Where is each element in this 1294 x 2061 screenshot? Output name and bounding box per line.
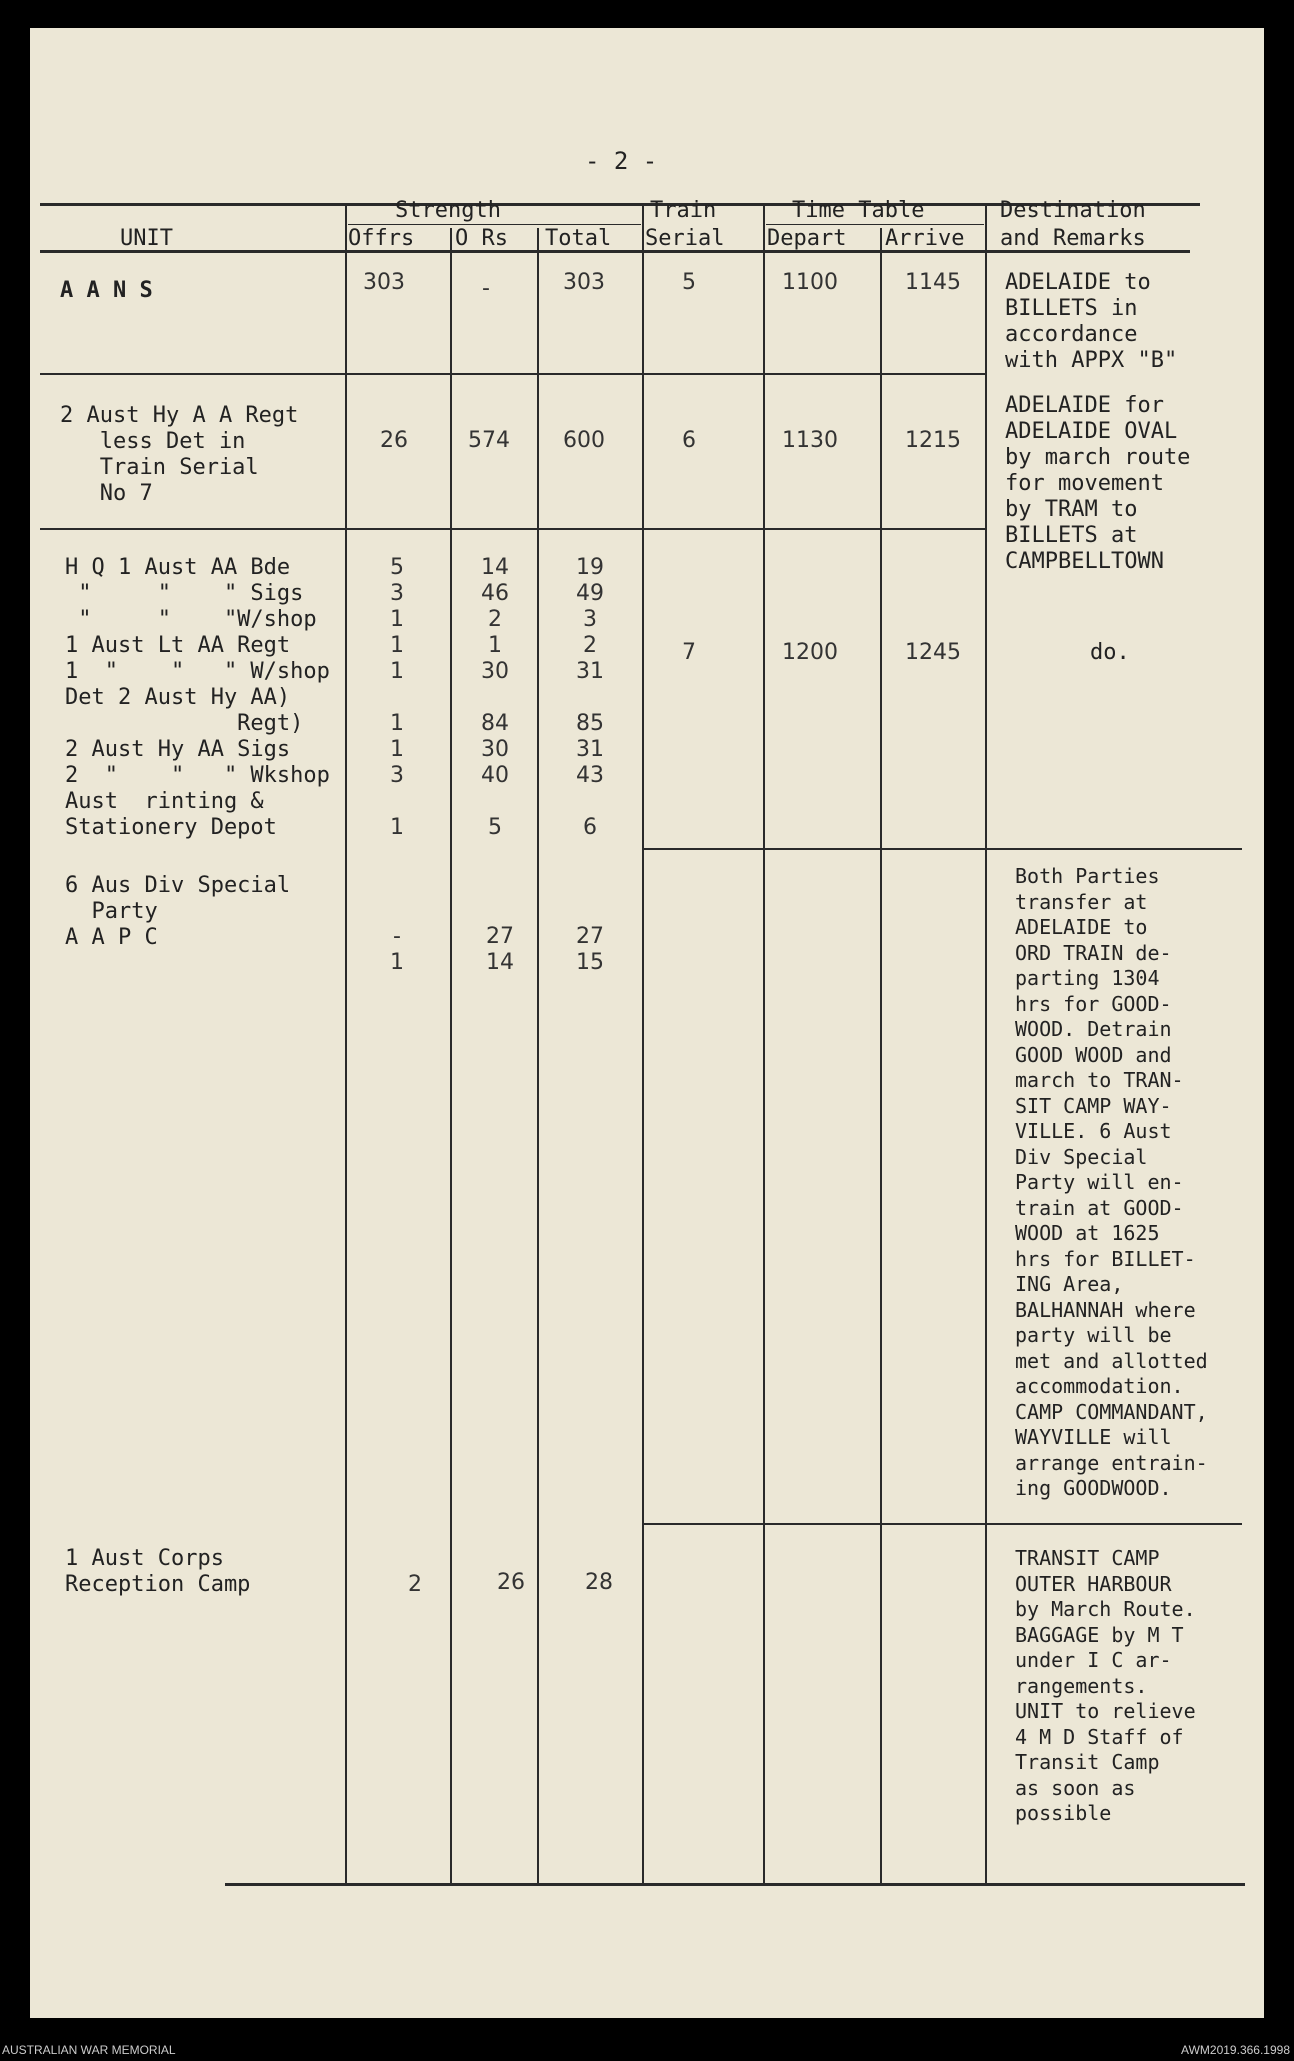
header-depart: Depart: [767, 226, 847, 251]
row2-ors: 574: [468, 428, 510, 453]
row4-unit: 6 Aus Div Special Party A A P C: [65, 873, 291, 950]
row1-serial: 5: [682, 270, 696, 295]
document-page: [30, 28, 1264, 2018]
header-ors: O Rs: [455, 226, 508, 251]
footer-right: AWM2019.366.1998: [1181, 2043, 1290, 2057]
row1-total: 303: [563, 270, 605, 295]
col-rule-ors: [537, 228, 539, 1883]
row1-offrs: 303: [363, 270, 405, 295]
header-destination: Destination: [1000, 198, 1146, 223]
header-strength: Strength: [395, 198, 501, 223]
row1-remarks: ADELAIDE to BILLETS in accordance with APPX "B": [1005, 270, 1178, 373]
row2-arrive: 1215: [905, 428, 961, 453]
row3-unit: H Q 1 Aust AA Bde " " " Sigs " " "W/shop 1 Aust Lt AA Regt 1 " " " W/shop Det 2 Aust Hy AA) Regt) 2 Aust Hy AA Sigs 2 " " " Wkshop Aust rinting & Stationery Depot: [65, 555, 330, 840]
col-rule-serial: [763, 203, 765, 1883]
row1-arrive: 1145: [905, 270, 961, 295]
footer-left: AUSTRALIAN WAR MEMORIAL: [2, 2043, 176, 2057]
row3-ors: 14 46 2 1 30 84 30 40 5: [481, 555, 509, 840]
row4-offrs: - 1: [390, 924, 404, 975]
header-train: Train: [650, 198, 717, 223]
row3-serial: 7: [682, 640, 696, 665]
row5-unit: 1 Aust Corps Reception Camp: [65, 1546, 251, 1597]
page-number: - 2 -: [585, 147, 658, 175]
row2-rule: [40, 528, 985, 530]
row2-serial: 6: [682, 428, 696, 453]
row3-total: 19 49 3 2 31 85 31 43 6: [576, 555, 604, 840]
row4-remarks: Both Parties transfer at ADELAIDE to ORD TRAIN de- parting 1304 hrs for GOOD- WOOD. Detrain GOOD WOOD and march to TRAN- SIT CAMP WAY- VILLE. 6 Aust Div Special Party will en- train at GOOD- WOOD at 1625 hrs for BILLET- ING Area, BALHANNAH where party will be met and allotted accommodation. CAMP COMMANDANT, WAYVILLE will arrange entrain- ing GOODWOOD.: [1015, 864, 1208, 1500]
header-offrs: Offrs: [348, 226, 415, 251]
row2-offrs: 26: [380, 428, 408, 453]
row5-total: 28: [585, 1570, 613, 1595]
row3-depart: 1200: [782, 640, 838, 665]
col-rule-arrive: [985, 203, 987, 1883]
row2-depart: 1130: [782, 428, 838, 453]
col-rule-offrs: [450, 228, 452, 1883]
row1-depart: 1100: [782, 270, 838, 295]
header-arrive: Arrive: [885, 226, 965, 251]
row3-rule: [642, 848, 1242, 850]
row3-arrive: 1245: [905, 640, 961, 665]
row2-remarks: ADELAIDE for ADELAIDE OVAL by march route for movement by TRAM to BILLETS at CAMPBELLTOWN: [1005, 393, 1191, 574]
row3-offrs: 5 3 1 1 1 1 1 3 1: [390, 555, 404, 840]
header-and-remarks: and Remarks: [1000, 226, 1146, 251]
row5-ors: 26: [497, 1570, 525, 1595]
col-rule-total: [642, 203, 644, 1883]
row2-unit: 2 Aust Hy A A Regt less Det in Train Serial No 7: [60, 403, 299, 506]
header-total: Total: [545, 226, 612, 251]
row1-unit: A A N S: [60, 278, 153, 303]
col-rule-depart: [880, 228, 882, 1883]
strength-underline: [348, 224, 641, 225]
header-serial: Serial: [645, 226, 725, 251]
row3-remarks: do.: [1090, 640, 1130, 665]
header-unit: UNIT: [120, 226, 173, 251]
row4-total: 27 15: [576, 924, 604, 975]
table-bottom-rule: [225, 1883, 1245, 1886]
row4-rule: [642, 1523, 1242, 1525]
col-rule-unit: [345, 203, 347, 1883]
row1-ors: -: [482, 276, 490, 301]
header-time-table: Time Table: [792, 198, 925, 223]
row5-remarks: TRANSIT CAMP OUTER HARBOUR by March Route. BAGGAGE by M T under I C ar- rangements. UNIT to relieve 4 M D Staff of Transit Camp as soon as possible: [1015, 1546, 1196, 1825]
row2-total: 600: [563, 428, 605, 453]
time-table-underline: [766, 224, 984, 225]
row1-rule: [40, 373, 985, 375]
row5-offrs: 2: [408, 1572, 422, 1597]
row4-ors: 27 14: [486, 924, 514, 975]
